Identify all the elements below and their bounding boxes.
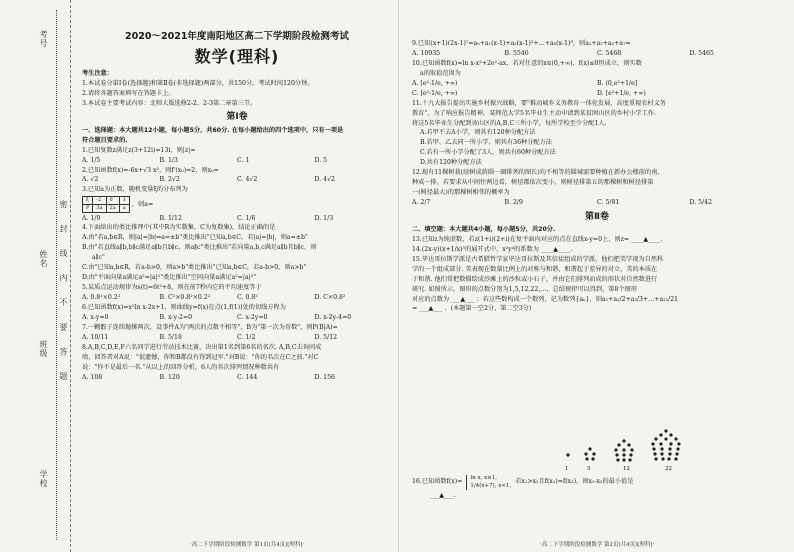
q8-line: 说："你不是最后一名."从以上的回答分析，6人的名次排列情况种数共有	[82, 363, 280, 371]
q1-option-a: A. 1/5	[82, 156, 101, 164]
dot	[566, 453, 569, 456]
pentagonal-number-figure	[560, 425, 690, 465]
dot	[660, 452, 663, 455]
q2-stem: 2.已知函数f(x)=-6x+√3 x²，则f'(x₀)=2，则x₀=	[82, 166, 219, 174]
table-cell: 1	[119, 197, 129, 205]
dot	[622, 439, 625, 442]
q2-option-c: C. 4√2	[237, 176, 258, 184]
table-cell: -2	[93, 197, 106, 205]
q9-options	[412, 50, 782, 59]
dot	[667, 457, 670, 460]
figure-labels	[565, 466, 695, 472]
blank-marker: ▲	[553, 245, 558, 253]
table-cell: 0	[106, 197, 119, 205]
q15-line: = ___▲___ ．(本题第一空2分，第二空3分)	[412, 305, 532, 313]
school-label: 学校	[39, 470, 48, 488]
dot	[651, 442, 654, 445]
q4-option-b: B.由"若直线a∥b,b∥c满足a∥b且b∥c，则a∥c"类比推出"若向量a,b,c满足a∥b且b∥c，则	[82, 244, 317, 252]
q2-options	[82, 176, 392, 185]
q8-line: 绩，回答者对A说："很遗憾，你和B都没有得到冠军."对B说："你的名次在C之前."对C	[82, 353, 319, 361]
q1-option-c: C. 1	[237, 156, 250, 164]
q12-line: 12.现有11棵树栽(绿树成荫圆一圈排列的图长)均不相等的圆城需要种植在新办公楼前的南、	[412, 169, 664, 177]
q2-option-a: A. √2	[82, 176, 99, 184]
part2-instruction: 二、填空题：本大题共4小题，每小题5分，共20分.	[412, 225, 556, 233]
dot	[584, 452, 587, 455]
q5-options	[82, 294, 392, 303]
q1-option-d: D. 5	[314, 156, 328, 164]
q6-options	[82, 314, 392, 323]
dot	[675, 452, 678, 455]
dot	[659, 433, 662, 436]
notice-heading: 考生注意：	[82, 70, 113, 77]
dot	[668, 447, 671, 450]
q15-line: 研究. 如图所示，图形的点数分别为1,5,12,22,…，总结规律可以得到，第8个图形	[412, 285, 637, 293]
q8-options	[82, 374, 392, 383]
page-fold	[398, 0, 399, 552]
dot	[659, 442, 662, 445]
q6-option-d: D. x-2y-4=0	[314, 313, 352, 321]
q9-option-a: A. 10935	[412, 49, 441, 57]
q5-option-a: A. 0.8²×0.2²	[82, 294, 121, 301]
q8-option-d: D. 156	[314, 373, 335, 381]
q12-line: 种成一排，若要求从中间往两边看，树径都依次变小，则树径排第五的那棵树和树径排第	[412, 179, 654, 187]
dot	[653, 452, 656, 455]
q15-text: ；若这些数构成一个数列，记为数列{aₙ}，则a₁+a₂/2+a₃/3+…+a₂₁/21	[476, 295, 679, 303]
dot	[669, 433, 672, 436]
q12-option-d: D. 5/42	[689, 199, 713, 206]
q9-stem: 9.已知(x+1)(2x-1)⁷=a₀+a₁(x-1)+a₂(x-1)²+…+a₈(x-1)⁸，则a₁+a₃+a₅+a₇=	[412, 40, 631, 47]
q13-stem: 13.已知z为纯虚数，若z(1+i)(2+i)在复平面内对应的点在直线x-y=0上，则z= ____▲____.	[412, 235, 663, 243]
q7-options	[82, 334, 392, 343]
q1-stem: 1.已知复数z满足z(3+12i)=13i，则|z|=	[82, 146, 196, 154]
q15-text: =	[412, 305, 418, 313]
q4-stem: 4.下面给出的类比推理中(其中R为实数集，C为复数集)，结论正确的是	[82, 224, 276, 232]
blank-marker: ▲	[439, 491, 445, 499]
part2-label: 第Ⅱ卷	[585, 211, 609, 222]
table-cell: 3a	[93, 205, 106, 213]
q4-option-d: D.由"平面向量a满足a²=|a|²"类比推出"空间向量a满足a²=|a|²"	[82, 274, 257, 282]
dot	[616, 458, 619, 461]
dot	[622, 453, 625, 456]
q5-stem: 5.某质点运动规律为s(t)=6t²+8，则在前7秒内它的平均速度等于	[82, 284, 262, 292]
q15-line: 15.毕达哥拉斯学派是古希腊哲学家毕达哥拉斯及其信徒组成的学派，他们把美学视为自然科	[412, 255, 664, 263]
seal-line	[56, 10, 57, 540]
figure-label: 22	[665, 466, 672, 472]
q11-line: 教育"，为了响应报告精神，某师范大学5名毕业生主动申请到某贫困山区的乡村小学工作.	[412, 109, 656, 117]
q3-option-b: B. 1/12	[159, 214, 182, 222]
q10-options-1	[412, 80, 782, 89]
q16-text: 若x₁>x₂且f(x₁)=f(x₂)，则x₁-x₂的最小值是	[515, 478, 634, 486]
dot	[585, 457, 588, 460]
q15-text: ．(本题第一空2分，第二空3分)	[444, 305, 532, 313]
binding-margin	[0, 0, 71, 552]
q2-option-d: D. 4√2	[314, 176, 335, 184]
q4-option-b-cont: a∥c"	[92, 254, 105, 262]
blank-marker: ▲	[643, 235, 649, 243]
q7-option-d: D. 5/12	[314, 333, 338, 341]
dot	[660, 447, 663, 450]
q11-line: 将这5名毕业生分配到该山区的A,B,C三所小学，每所学校至少分配1人.	[412, 119, 607, 127]
q10-option-c: C. [e²-1/e, +∞)	[412, 89, 458, 97]
q10-option-b: B. (0,e²+1/e]	[597, 79, 638, 87]
page-footer-left: ·高二下学期阶段检测数学 第1页(共4页)[理科]·	[190, 542, 305, 548]
q12-line: 一(树径最大)的那棵树相邻的概率为	[412, 189, 510, 197]
name-label: 姓名	[39, 250, 48, 268]
q7-option-b: B. 5/18	[159, 333, 182, 341]
dot	[622, 448, 625, 451]
dot	[588, 447, 591, 450]
blank-marker: ▲	[460, 295, 466, 303]
q6-option-a: A. x-y=0	[82, 313, 109, 321]
q16-answer: ___▲___.	[430, 491, 456, 499]
dot	[629, 453, 632, 456]
q3-stem-tail: ，则a=	[131, 201, 154, 209]
q15-line: 对应的点数为 ___▲___ ；若这些数构成一个数列，记为数列{aₙ}，则a₁+a₂/2+a₃/3+…+a₂₁/21	[412, 295, 679, 303]
q16-text: 16.已知函数f(x)=	[412, 478, 463, 486]
dot	[591, 457, 594, 460]
q7-stem: 7.一颗骰子连续抛掷两次，设事件A为"两次的点数不相等"，B为"第一次为奇数"，则P(B|A)=	[82, 323, 338, 331]
q9-option-c: C. 5468	[597, 49, 622, 57]
page-footer-right: ·高二下学期阶段检测数学 第2页(共4页)[理科]·	[540, 542, 655, 548]
figure-label: 5	[587, 466, 591, 472]
part1-instruction: 一、选择题：本大题共12小题，每小题5分，共60分. 在每小题给出的四个选项中，只有一项是	[82, 126, 344, 134]
q10-options-2	[412, 90, 782, 99]
distribution-table	[82, 196, 130, 213]
q13-text: 13.已知z为纯虚数，若z(1+i)(2+i)在复平面内对应的点在直线x-y=0上，则z=	[412, 235, 630, 243]
q3-stem	[82, 186, 392, 195]
notice-item: 3.本试卷主要考试内容：北师大版选修2-2、2-3第二章第三节。	[82, 99, 257, 107]
piecewise-case: ln x, x≥1,	[470, 475, 497, 481]
q8-option-c: C. 144	[237, 373, 258, 381]
q6-option-c: C. x-2y=0	[237, 313, 268, 321]
q12-option-a: A. 2/7	[412, 199, 431, 206]
piecewise-brace	[466, 475, 511, 490]
q4-option-c: C.由"已知a,b∈R，若a-b>0，则a>b"类比推出"已知a,b∈C，若a-b>0，则a>b"	[82, 264, 307, 272]
q6-stem: 6.已知函数f(x)=x²ln x-2x+1，则曲线y=f(x)在点(1,f(1))处的切线方程为	[82, 303, 286, 311]
dot	[628, 458, 631, 461]
q8-line: 8.A,B,C,D,E,F六名同学进行劳动技术比赛，决出第1名到第6名的名次. A,B,C去询问成	[82, 343, 322, 351]
q14-stem: 14.(2x-y)(x+1/x)⁵的展开式中，x²y⁴的系数为 ____▲____.	[412, 245, 573, 253]
q5-option-d: D. C×0.8²	[314, 294, 346, 301]
q7-option-c: C. 1/2	[237, 333, 256, 341]
q3-option-a: A. 1/9	[82, 214, 101, 222]
q16-line	[412, 475, 782, 490]
dot	[674, 437, 677, 440]
q3-stem-text: 3.已知a为正数，随机变量ξ的分布列为	[82, 186, 188, 194]
q9-option-d: D. 5465	[689, 49, 714, 57]
dot	[654, 457, 657, 460]
q5-option-b: B. C²×0.8²×0.2²	[159, 294, 211, 301]
q10-option-a: A. [e²-1/e, +∞)	[412, 79, 458, 87]
dot	[674, 457, 677, 460]
right-column	[412, 40, 782, 315]
q12-options	[412, 199, 782, 208]
dot	[664, 429, 667, 432]
class-label: 班级	[39, 340, 48, 358]
q15-line: 学的一个组成部分. 美表现在数量比例上的对称与和谐，和谐起于差异的对立，美的本质在	[412, 265, 658, 273]
q11-option-d: D.共有120种分配方法	[420, 159, 482, 167]
blank-marker: ▲	[428, 305, 434, 313]
seal-notice: 密 封 线 内 不 要 答 题	[59, 200, 68, 387]
q10-stem: 10.已知函数f(x)=ln x-x²+2e²-ax，若对任意的x∈(0,+∞)，f(x)≤0恒成立，则实数	[412, 59, 642, 67]
q10-option-d: D. [e²+1/e, +∞)	[597, 89, 646, 97]
q6-option-b: B. x-y-2=0	[159, 313, 193, 321]
q11-option-b: B.若甲、乙去同一所小学，则共有36种分配方法	[420, 139, 552, 147]
dot	[664, 437, 667, 440]
left-column	[82, 70, 392, 383]
q1-option-b: B. 1/3	[159, 156, 178, 164]
piecewise-case: 1/4(x+7), x<1,	[470, 482, 512, 489]
dot	[592, 452, 595, 455]
q8-option-b: B. 120	[159, 373, 180, 381]
q10-stem-2: a的取值范围为	[420, 69, 461, 77]
exam-title: 2020～2021年度南阳地区高二下学期阶段检测考试	[125, 31, 349, 42]
part1-label: 第Ⅰ卷	[226, 112, 248, 123]
q2-option-b: B. 2√2	[159, 176, 180, 184]
figure-label: 12	[623, 466, 630, 472]
q1-options	[82, 157, 392, 166]
q7-option-a: A. 10/11	[82, 333, 109, 341]
exam-subject: 数学(理科)	[194, 47, 280, 66]
q11-line: 11.十九大报告提出实施乡村振兴战略，要"推动城乡义务教育一体化发展，高度重视农村义务	[412, 99, 666, 107]
dot	[654, 437, 657, 440]
dot	[669, 442, 672, 445]
q4-option-a: A.由"若a,b∈R，则|a|=|b|⇒a=±b"类比推出"已知a,b∈C，若|a|=|b|，则a=±b"	[82, 234, 308, 242]
dot	[661, 457, 664, 460]
table-cell: P	[83, 205, 93, 213]
q15-text: 对应的点数为	[412, 295, 450, 303]
figure-label: 1	[565, 466, 569, 472]
part1-instruction-2: 符合题目要求的.	[82, 136, 128, 144]
dot	[652, 447, 655, 450]
dot-figures	[566, 429, 680, 461]
q11-option-c: C.若有一所小学分配了3人，则共有60种分配方法	[420, 149, 556, 157]
dot	[668, 452, 671, 455]
q16-block	[412, 475, 782, 501]
table-cell: a	[119, 205, 129, 213]
dot	[627, 443, 630, 446]
q9-option-b: B. 5546	[504, 49, 529, 57]
notice-item: 1.本试卷分第Ⅰ卷(选择题)和第Ⅱ卷(非选择题)两部分，共150分。考试时间120分钟。	[82, 79, 314, 87]
dot	[617, 443, 620, 446]
table-cell: 2a	[106, 205, 119, 213]
notice-item: 2.请将各题答案填写在答题卡上。	[82, 89, 175, 97]
q3-option-c: C. 1/6	[237, 214, 256, 222]
dot	[677, 442, 680, 445]
q14-text: 14.(2x-y)(x+1/x)⁵的展开式中，x²y⁴的系数为	[412, 245, 539, 253]
q12-option-b: B. 2/9	[504, 199, 523, 206]
q12-option-c: C. 5/81	[597, 199, 620, 206]
q3-options	[82, 215, 392, 224]
q11-option-a: A.若甲不去A小学，则共有120种分配方法	[420, 129, 536, 137]
dot	[622, 458, 625, 461]
table-cell: ξ	[83, 197, 93, 205]
q5-option-c: C. 0.8²	[237, 294, 258, 301]
dot	[676, 447, 679, 450]
dot	[615, 453, 618, 456]
q15-line: 于和谐. 他们常把数描绘成沙滩上的沙粒或小石子，并由它们排列而成的形状对自然数进行	[412, 275, 658, 283]
q3-option-d: D. 1/3	[314, 214, 334, 222]
exam-no-label: 考号	[39, 30, 48, 48]
dot	[630, 448, 633, 451]
q8-option-a: A. 108	[82, 373, 103, 381]
dot	[614, 448, 617, 451]
